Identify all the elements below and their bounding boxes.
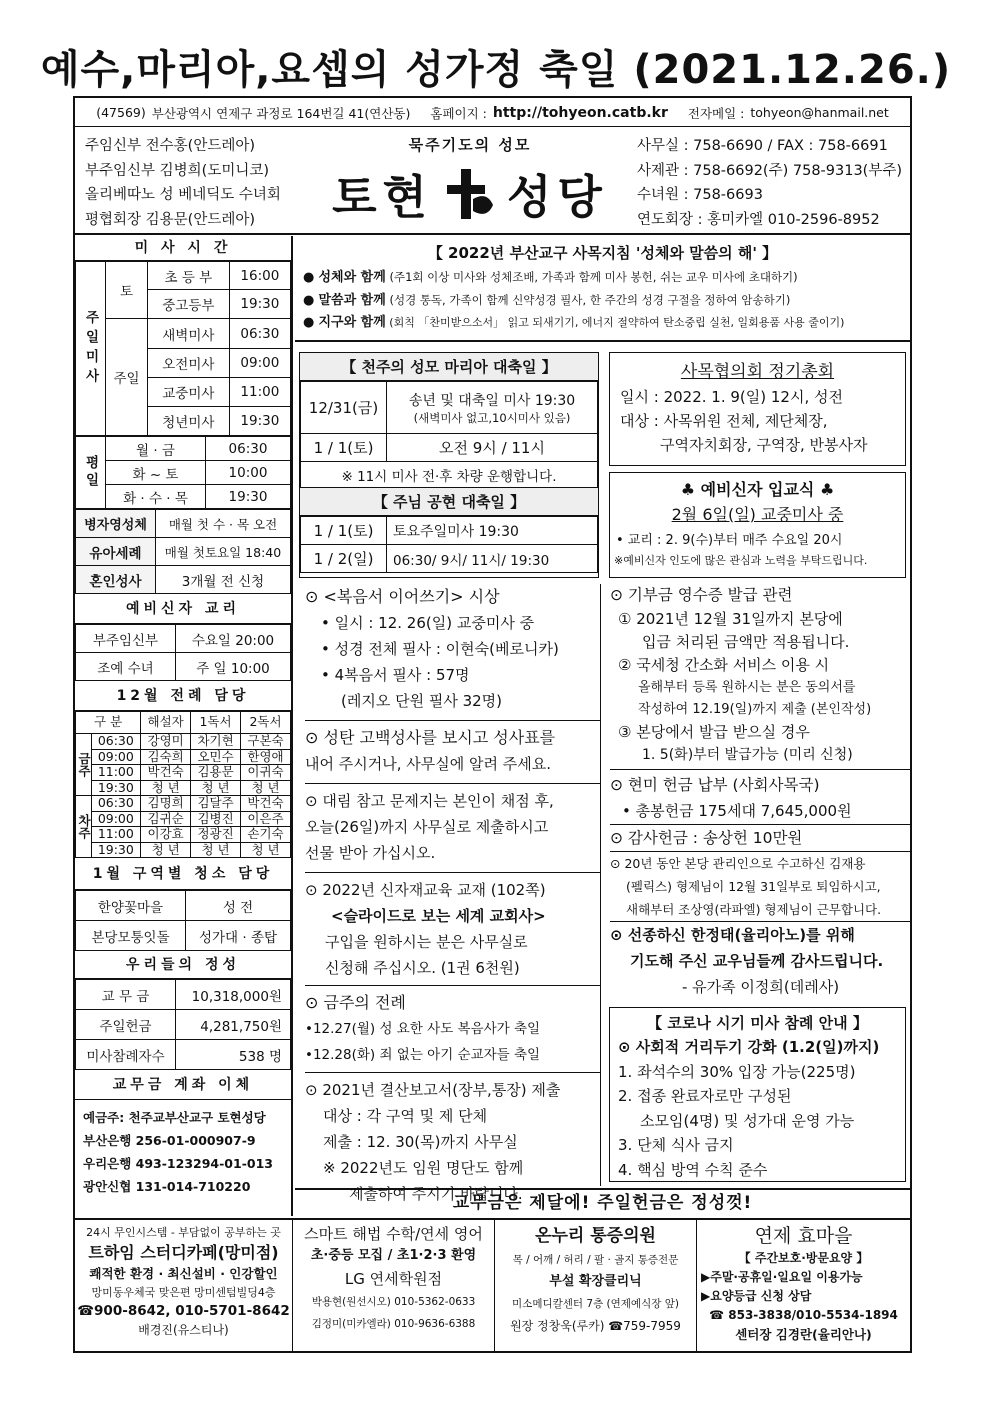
mary-feast-box bbox=[299, 352, 599, 578]
weekday-time: 10:00 bbox=[206, 461, 291, 485]
contact-item: 사제관 : 758-6692(주) 758-9313(부주) bbox=[637, 162, 903, 179]
duty-cell: 청 년 bbox=[191, 842, 241, 858]
notice-line: •12.28(화) 죄 없는 아기 순교자들 축일 bbox=[305, 1047, 541, 1063]
offering-amount: 4,281,750원 bbox=[176, 1010, 291, 1040]
weekday-days: 화 · 수 · 목 bbox=[106, 485, 206, 509]
duty-heading: 12월 전례 담당 bbox=[75, 681, 291, 711]
mary-feast-table bbox=[300, 381, 598, 488]
mass-name: 중고등부 bbox=[148, 290, 230, 319]
ad-line: 쾌적한 환경 · 최신설비 · 인강할인 bbox=[89, 1266, 278, 1281]
weekday-time: 19:30 bbox=[206, 485, 291, 509]
catechism-teacher: 조예 수녀 bbox=[76, 653, 176, 681]
mass-time: 16:00 bbox=[229, 262, 290, 290]
mary-feast-heading: 【 천주의 성모 마리아 대축일 】 bbox=[300, 353, 598, 381]
duty-cell: 청 년 bbox=[241, 780, 291, 796]
ads-row bbox=[75, 1218, 910, 1351]
feast-date: 1 / 2(일) bbox=[301, 545, 387, 573]
cleaning-table bbox=[75, 890, 291, 951]
ad-phone: 원장 정창욱(루카) ☎759-7959 bbox=[510, 1319, 681, 1333]
covid-heading: 【 코로나 시기 미사 참례 안내 】 bbox=[647, 1014, 868, 1032]
notice-heading: ⊙ 2021년 결산보고서(장부,통장) 제출 bbox=[305, 1072, 600, 1103]
notice-line: - 유가족 이정희(데레사) bbox=[682, 978, 840, 996]
mass-name: 교중미사 bbox=[148, 378, 230, 407]
clergy-item: 올리베따노 성 베네딕도 수녀회 bbox=[85, 187, 281, 203]
cross-icon bbox=[439, 165, 501, 223]
notice-line: 작성하여 12.19(일)까지 제출 (본인작성) bbox=[638, 702, 872, 717]
notice-heading: ⊙ 대림 참고 문제지는 본인이 채점 후, bbox=[305, 783, 600, 814]
offering-table bbox=[75, 979, 291, 1070]
covid-line: 4. 핵심 방역 수칙 준수 bbox=[618, 1160, 768, 1179]
duty-cell: 청 년 bbox=[191, 780, 241, 796]
left-column bbox=[75, 236, 293, 1216]
ad-line: ▶주말·공휴일·일요일 이용가능 bbox=[701, 1270, 863, 1284]
duty-cell: 청 년 bbox=[141, 780, 191, 796]
guideline-text: (성경 통독, 가족이 함께 신약성경 필사, 한 주간의 성경 구절을 정하여 암송하기) bbox=[385, 293, 791, 307]
email-label: 전자메일 : bbox=[687, 105, 745, 121]
sunday-label: 주일 bbox=[106, 319, 148, 436]
weekday-time: 06:30 bbox=[206, 437, 291, 461]
catechism-table bbox=[75, 624, 291, 681]
shuttle-note: ※ 11시 미사 전·후 차량 운행합니다. bbox=[301, 462, 598, 488]
sacrament-time: 매월 첫 수 · 목 오전 bbox=[156, 510, 291, 538]
sunday-mass-label: 주일미사 bbox=[76, 262, 106, 436]
church-name-left: 토현 bbox=[332, 170, 433, 224]
notice-line: 선물 받아 가십시오. bbox=[305, 844, 436, 862]
bank-list bbox=[75, 1100, 291, 1198]
mass-name: 오전미사 bbox=[148, 349, 230, 378]
council-target: 대상 : 사목위원 전체, 제단체장, bbox=[620, 412, 828, 430]
council-heading: 사목협의회 정기총회 bbox=[680, 362, 835, 382]
weekday-days: 월 · 금 bbox=[106, 437, 206, 461]
homepage-label: 홈페이지 : bbox=[430, 105, 487, 121]
guideline-text: (주1회 이상 미사와 성체조배, 가족과 함께 미사 봉헌, 쉬는 교우 미사에 초대하기) bbox=[385, 270, 798, 284]
ad-line: LG 연세학원점 bbox=[344, 1270, 443, 1288]
ad-line: 센터장 김경란(율리안나) bbox=[735, 1327, 872, 1342]
sacrament-time: 3개월 전 신청 bbox=[156, 566, 291, 594]
cleaning-area: 성 전 bbox=[186, 891, 291, 921]
mass-time: 11:00 bbox=[229, 378, 290, 407]
ad-academy bbox=[293, 1220, 495, 1351]
duty-col-header: 2독서 bbox=[241, 712, 291, 734]
mass-time: 19:30 bbox=[229, 290, 290, 319]
guideline-title-b: '성체와 말씀의 해' bbox=[635, 244, 757, 262]
notice-line: 입금 처리된 금액만 적용됩니다. bbox=[642, 633, 850, 651]
duty-cell: 06:30 bbox=[91, 734, 141, 750]
notice-line: ② 국세청 간소화 서비스 이용 시 bbox=[618, 656, 830, 674]
clergy-item: 부주임신부 김병희(도미니코) bbox=[85, 162, 270, 179]
duty-cell: 김달주 bbox=[191, 796, 241, 812]
duty-cell: 손기숙 bbox=[241, 827, 291, 843]
council-box bbox=[609, 352, 906, 466]
clergy-item: 주임신부 전수홍(안드레아) bbox=[85, 138, 255, 154]
weekday-label: 평일 bbox=[76, 437, 106, 509]
newbie-date: 2월 6일(일) 교중미사 중 bbox=[671, 505, 844, 524]
council-date: 일시 : 2022. 1. 9(일) 12시, 성전 bbox=[620, 388, 843, 406]
covid-line: 1. 좌석수의 30% 입장 가능(225명) bbox=[618, 1062, 856, 1081]
feast-mass: 송년 및 대축일 미사 19:30 bbox=[408, 392, 576, 409]
clergy-item: 평협회장 김용문(안드레아) bbox=[85, 211, 255, 228]
notice-line: (레지오 단원 필사 32명) bbox=[341, 692, 503, 710]
duty-cell: 오민수 bbox=[191, 749, 241, 765]
ad-line: 초·중등 모집 / 초1·2·3 환영 bbox=[310, 1248, 477, 1263]
duty-cell: 청 년 bbox=[141, 842, 191, 858]
catechism-time: 수요일 20:00 bbox=[176, 625, 291, 653]
cleaning-group: 본당모퉁잇돌 bbox=[76, 921, 186, 951]
homepage-link[interactable]: http://tohyeon.catb.kr bbox=[492, 104, 668, 121]
guideline-title-c: 】 bbox=[756, 244, 778, 262]
duty-cell: 박건숙 bbox=[141, 765, 191, 781]
duty-cell: 김귀순 bbox=[141, 811, 191, 827]
notice-line: <슬라이드로 보는 세계 교회사> bbox=[331, 907, 546, 925]
duty-col-header: 1독서 bbox=[191, 712, 241, 734]
council-target-2: 구역자치회장, 구역장, 반봉사자 bbox=[660, 436, 868, 454]
notice-heading: ⊙ <복음서 이어쓰기> 시상 bbox=[305, 587, 500, 606]
notice-line: 내어 주시거나, 사무실에 알려 주세요. bbox=[305, 755, 551, 773]
notice-line: 오늘(26일)까지 사무실로 제출하시고 bbox=[305, 818, 549, 836]
duty-cell: 06:30 bbox=[91, 796, 141, 812]
duty-cell: 이강효 bbox=[141, 827, 191, 843]
duty-cell: 11:00 bbox=[91, 827, 141, 843]
middle-notices bbox=[299, 584, 601, 1203]
catechism-time: 주 일 10:00 bbox=[176, 653, 291, 681]
notice-heading: ⊙ 현미 헌금 납부 (사회사목국) bbox=[610, 769, 910, 798]
catechism-heading: 예비신자 교리 bbox=[75, 594, 291, 624]
duty-cell: 김명희 bbox=[141, 796, 191, 812]
church-logo bbox=[315, 130, 625, 230]
covid-box bbox=[609, 1007, 906, 1182]
notice-line: (펠릭스) 형제님이 12월 31일부로 퇴임하시고, bbox=[626, 879, 881, 894]
duty-cell: 김병진 bbox=[191, 811, 241, 827]
covid-line: 3. 단체 식사 금지 bbox=[618, 1136, 734, 1154]
ad-line: ▶요양등급 신청 상담 bbox=[701, 1289, 812, 1303]
ad-phone: ☎900-8642, 010-5701-8642 bbox=[77, 1303, 290, 1319]
contact-list bbox=[637, 134, 902, 232]
covid-line: 2. 접종 완료자로만 구성된 bbox=[618, 1087, 792, 1105]
duty-cell: 09:00 bbox=[91, 811, 141, 827]
ad-title: 연제 효마을 bbox=[754, 1225, 853, 1247]
notice-line: 신청해 주십시오. (1권 6천원) bbox=[325, 959, 520, 977]
epiphany-table bbox=[300, 516, 598, 573]
notice-line: 새해부터 조상영(라파엘) 형제님이 근무합니다. bbox=[626, 902, 882, 917]
notice-heading: ⊙ 감사헌금 : 송상헌 10만원 bbox=[610, 824, 910, 851]
ad-clinic bbox=[495, 1220, 697, 1351]
duty-cell: 이은주 bbox=[241, 811, 291, 827]
notice-heading: ⊙ 성탄 고백성사를 보시고 성사표를 bbox=[305, 720, 600, 751]
bank-holder: 예금주: 천주교부산교구 토현성당 bbox=[83, 1110, 266, 1125]
newbie-class: • 교리 : 2. 9(수)부터 매주 수요일 20시 bbox=[616, 533, 843, 548]
guideline-key: 지구와 함께 bbox=[318, 315, 386, 330]
notice-line: ⊙ 20년 동안 본당 관리인으로 수고하신 김재용 bbox=[610, 851, 910, 875]
saturday-label: 토 bbox=[106, 262, 148, 319]
offering-name: 주일헌금 bbox=[76, 1010, 176, 1040]
covid-line: 소모임(4명) 및 성가대 운영 가능 bbox=[640, 1111, 855, 1130]
notice-line: 제출하여 주시기 바랍니다. bbox=[349, 1185, 523, 1203]
newbie-box bbox=[609, 472, 906, 578]
feast-date: 12/31(금) bbox=[301, 382, 387, 434]
sacrament-name: 유아세례 bbox=[76, 538, 156, 566]
bank-account: 광안신협 131-014-710220 bbox=[83, 1179, 251, 1194]
duty-table bbox=[75, 711, 291, 858]
duty-cell: 09:00 bbox=[91, 749, 141, 765]
notice-heading: ⊙ 기부금 영수증 발급 관련 bbox=[610, 586, 793, 604]
logo-subtitle: 묵주기도의 성모 bbox=[408, 136, 532, 154]
header bbox=[75, 128, 910, 235]
ad-phone: 박용현(원선시오) 010-5362-0633 bbox=[311, 1296, 476, 1308]
duty-cell: 박건숙 bbox=[241, 796, 291, 812]
guideline-items: ● 성체와 함께 (주1회 이상 미사와 성체조배, 가족과 함께 미사 봉헌, 쉬는 교우 미사에 초대하기) ● 말씀과 함께 (성경 통독, 가족이 함께 신약성경 필사, 한 주간의 성경 구절을 정하여 암송하기) ● 지구와 함께 (회칙 「찬미받으소서」 읽고 되새기기, 에너지 절약하여 탄소중립 실천, 일회용품 사용 줄이기) bbox=[303, 270, 845, 330]
notice-heading: ⊙ 선종하신 한정태(율리아노)를 위해 bbox=[610, 921, 910, 948]
notice-line: 구입을 원하시는 분은 사무실로 bbox=[325, 933, 528, 951]
mass-time: 19:30 bbox=[229, 407, 290, 436]
offering-heading: 우리들의 정성 bbox=[75, 951, 291, 979]
notice-line: 대상 : 각 구역 및 제 단체 bbox=[323, 1107, 488, 1125]
mass-name: 초 등 부 bbox=[148, 262, 230, 290]
feast-mass: 06:30/ 9시/ 11시/ 19:30 bbox=[387, 545, 598, 573]
address-bar bbox=[75, 99, 910, 127]
notice-heading: ⊙ 금주의 전례 bbox=[305, 985, 600, 1016]
ad-title: 온누리 통증의원 bbox=[535, 1226, 656, 1246]
mass-name: 청년미사 bbox=[148, 407, 230, 436]
offering-amount: 10,318,000원 bbox=[176, 980, 291, 1010]
duty-col-header: 구 분 bbox=[76, 712, 141, 734]
epiphany-heading: 【 주님 공현 대축일 】 bbox=[300, 488, 598, 516]
duty-cell: 한영애 bbox=[241, 749, 291, 765]
duty-cell: 이귀숙 bbox=[241, 765, 291, 781]
street-address: 부산광역시 연제구 과정로 164번길 41(연산동) bbox=[151, 105, 411, 121]
sacrament-table bbox=[75, 509, 291, 594]
weekday-days: 화 ~ 토 bbox=[106, 461, 206, 485]
duty-cell: 19:30 bbox=[91, 780, 141, 796]
notice-line: 올해부터 등록 원하시는 분은 동의서를 bbox=[638, 680, 856, 695]
next-week-label: 차주 bbox=[76, 796, 92, 858]
newbie-heading: ♣ 예비신자 입교식 ♣ bbox=[680, 480, 835, 499]
ad-line: 목 / 어깨 / 허리 / 팔 · 골지 통증전문 bbox=[512, 1254, 679, 1266]
mass-time: 06:30 bbox=[229, 319, 290, 349]
sacrament-name: 병자영성체 bbox=[76, 510, 156, 538]
notice-line: • 일시 : 12. 26(일) 교중미사 중 bbox=[321, 614, 535, 632]
sacrament-name: 혼인성사 bbox=[76, 566, 156, 594]
ad-phone: 김정미(미카엘라) 010-9636-6388 bbox=[311, 1318, 476, 1330]
contact-item: 수녀원 : 758-6693 bbox=[637, 187, 763, 203]
guideline-title-a: 【 2022년 부산교구 사목지침 bbox=[427, 244, 636, 262]
duty-cell: 청 년 bbox=[241, 842, 291, 858]
sacrament-time: 매월 첫토요일 18:40 bbox=[156, 538, 291, 566]
postal-code: (47569) bbox=[96, 105, 146, 120]
offering-name: 교 무 금 bbox=[76, 980, 176, 1010]
ad-care-center bbox=[697, 1220, 910, 1351]
ad-line: 【 주간보호·방문요양 】 bbox=[738, 1251, 869, 1265]
ad-title: 스마트 해법 수학/연세 영어 bbox=[304, 1225, 483, 1243]
church-name-right: 성당 bbox=[507, 170, 608, 224]
notice-line: ① 2021년 12월 31일까지 본당에 bbox=[618, 610, 843, 628]
notice-line: • 성경 전체 필사 : 이현숙(베로니카) bbox=[321, 640, 559, 658]
mass-time-heading: 미 사 시 간 bbox=[75, 236, 291, 261]
ad-phone: ☎ 853-3838/010-5534-1894 bbox=[709, 1308, 898, 1322]
notice-line: •12.27(월) 성 요한 사도 복음사가 축일 bbox=[305, 1021, 541, 1037]
ad-line: 24시 무인시스템 - 부담없이 공부하는 곳 bbox=[86, 1226, 281, 1239]
notice-line: 1. 5(화)부터 발급가능 (미리 신청) bbox=[642, 747, 853, 763]
guideline-key: 성체와 함께 bbox=[318, 270, 386, 285]
duty-cell: 11:00 bbox=[91, 765, 141, 781]
duty-cell: 차기현 bbox=[191, 734, 241, 750]
feast-date: 1 / 1(토) bbox=[301, 434, 387, 462]
offering-banner: 교무금은 제달에! 주일헌금은 정성껏! bbox=[295, 1188, 910, 1216]
bank-account: 우리은행 493-123294-01-013 bbox=[83, 1156, 273, 1171]
bank-account: 부산은행 256-01-000907-9 bbox=[83, 1133, 256, 1148]
duty-cell: 김숙희 bbox=[141, 749, 191, 765]
contact-item: 사무실 : 758-6690 / FAX : 758-6691 bbox=[637, 138, 888, 154]
feast-date: 1 / 1(토) bbox=[301, 517, 387, 545]
covid-line: ⊙ 사회적 거리두기 강화 (1.2(일)까지) bbox=[618, 1038, 880, 1056]
notice-line: • 4복음서 필사 : 57명 bbox=[321, 666, 470, 684]
notice-line: 기도해 주신 교우님들께 감사드립니다. bbox=[630, 952, 884, 970]
this-week-label: 금주 bbox=[76, 734, 92, 796]
notice-line: ※ 2022년도 임원 명단도 함께 bbox=[323, 1159, 524, 1177]
page-title: 예수,마리아,요셉의 성가정 축일 (2021.12.26.) bbox=[40, 47, 952, 93]
mass-name: 새벽미사 bbox=[148, 319, 230, 349]
duty-cell: 구본숙 bbox=[241, 734, 291, 750]
email-link[interactable]: tohyeon@hanmail.net bbox=[750, 105, 889, 120]
offering-amount: 538 명 bbox=[176, 1040, 291, 1070]
feast-mass: 토요주일미사 19:30 bbox=[387, 517, 598, 545]
clergy-list bbox=[85, 134, 281, 232]
ad-line: 배경진(유스티나) bbox=[138, 1323, 229, 1337]
duty-cell: 강영미 bbox=[141, 734, 191, 750]
church-name bbox=[315, 161, 625, 227]
bank-heading: 교무금 계좌 이체 bbox=[75, 1070, 291, 1100]
ad-line: 부설 확장클리닉 bbox=[549, 1274, 642, 1289]
guideline-key: 말씀과 함께 bbox=[318, 293, 386, 308]
contact-item: 연도회장 : 홍미카엘 010-2596-8952 bbox=[637, 211, 880, 228]
guideline-text: (회칙 「찬미받으소서」 읽고 되새기기, 에너지 절약하여 탄소중립 실천, 일회용품 사용 줄이기) bbox=[385, 316, 845, 329]
feast-note: (새벽미사 없고,10시미사 있음) bbox=[413, 410, 571, 425]
duty-cell: 19:30 bbox=[91, 842, 141, 858]
offering-name: 미사참례자수 bbox=[76, 1040, 176, 1070]
notice-line: ③ 본당에서 발급 받으실 경우 bbox=[618, 723, 810, 741]
pastoral-guideline bbox=[295, 236, 910, 342]
ad-line: 망미동우체국 맞은편 망미센텀빌딩4층 bbox=[91, 1286, 276, 1299]
weekday-mass-table bbox=[75, 436, 291, 509]
cleaning-group: 한양꽃마을 bbox=[76, 891, 186, 921]
right-notices bbox=[606, 582, 910, 1002]
mass-time-table bbox=[75, 261, 291, 436]
cleaning-area: 성가대 · 종탑 bbox=[186, 921, 291, 951]
newbie-note: ※예비신자 인도에 많은 관심과 노력을 부탁드립니다. bbox=[614, 554, 868, 567]
ad-line: 미소메디칼센터 7층 (연제예식장 앞) bbox=[512, 1298, 679, 1310]
duty-cell: 김용문 bbox=[191, 765, 241, 781]
notice-line: • 총봉헌금 175세대 7,645,000원 bbox=[622, 802, 852, 820]
guideline-title bbox=[295, 242, 910, 263]
duty-cell: 정광진 bbox=[191, 827, 241, 843]
notice-line: 제출 : 12. 30(목)까지 사무실 bbox=[323, 1133, 518, 1151]
feast-mass: 오전 9시 / 11시 bbox=[387, 434, 598, 462]
mass-time: 09:00 bbox=[229, 349, 290, 378]
cleaning-heading: 1월 구역별 청소 담당 bbox=[75, 858, 291, 890]
duty-col-header: 해설자 bbox=[141, 712, 191, 734]
ad-study-cafe bbox=[75, 1220, 293, 1351]
ad-title: 트하임 스터디카페(망미점) bbox=[88, 1243, 279, 1262]
notice-heading: ⊙ 2022년 신자재교육 교재 (102쪽) bbox=[305, 872, 600, 903]
catechism-teacher: 부주임신부 bbox=[76, 625, 176, 653]
